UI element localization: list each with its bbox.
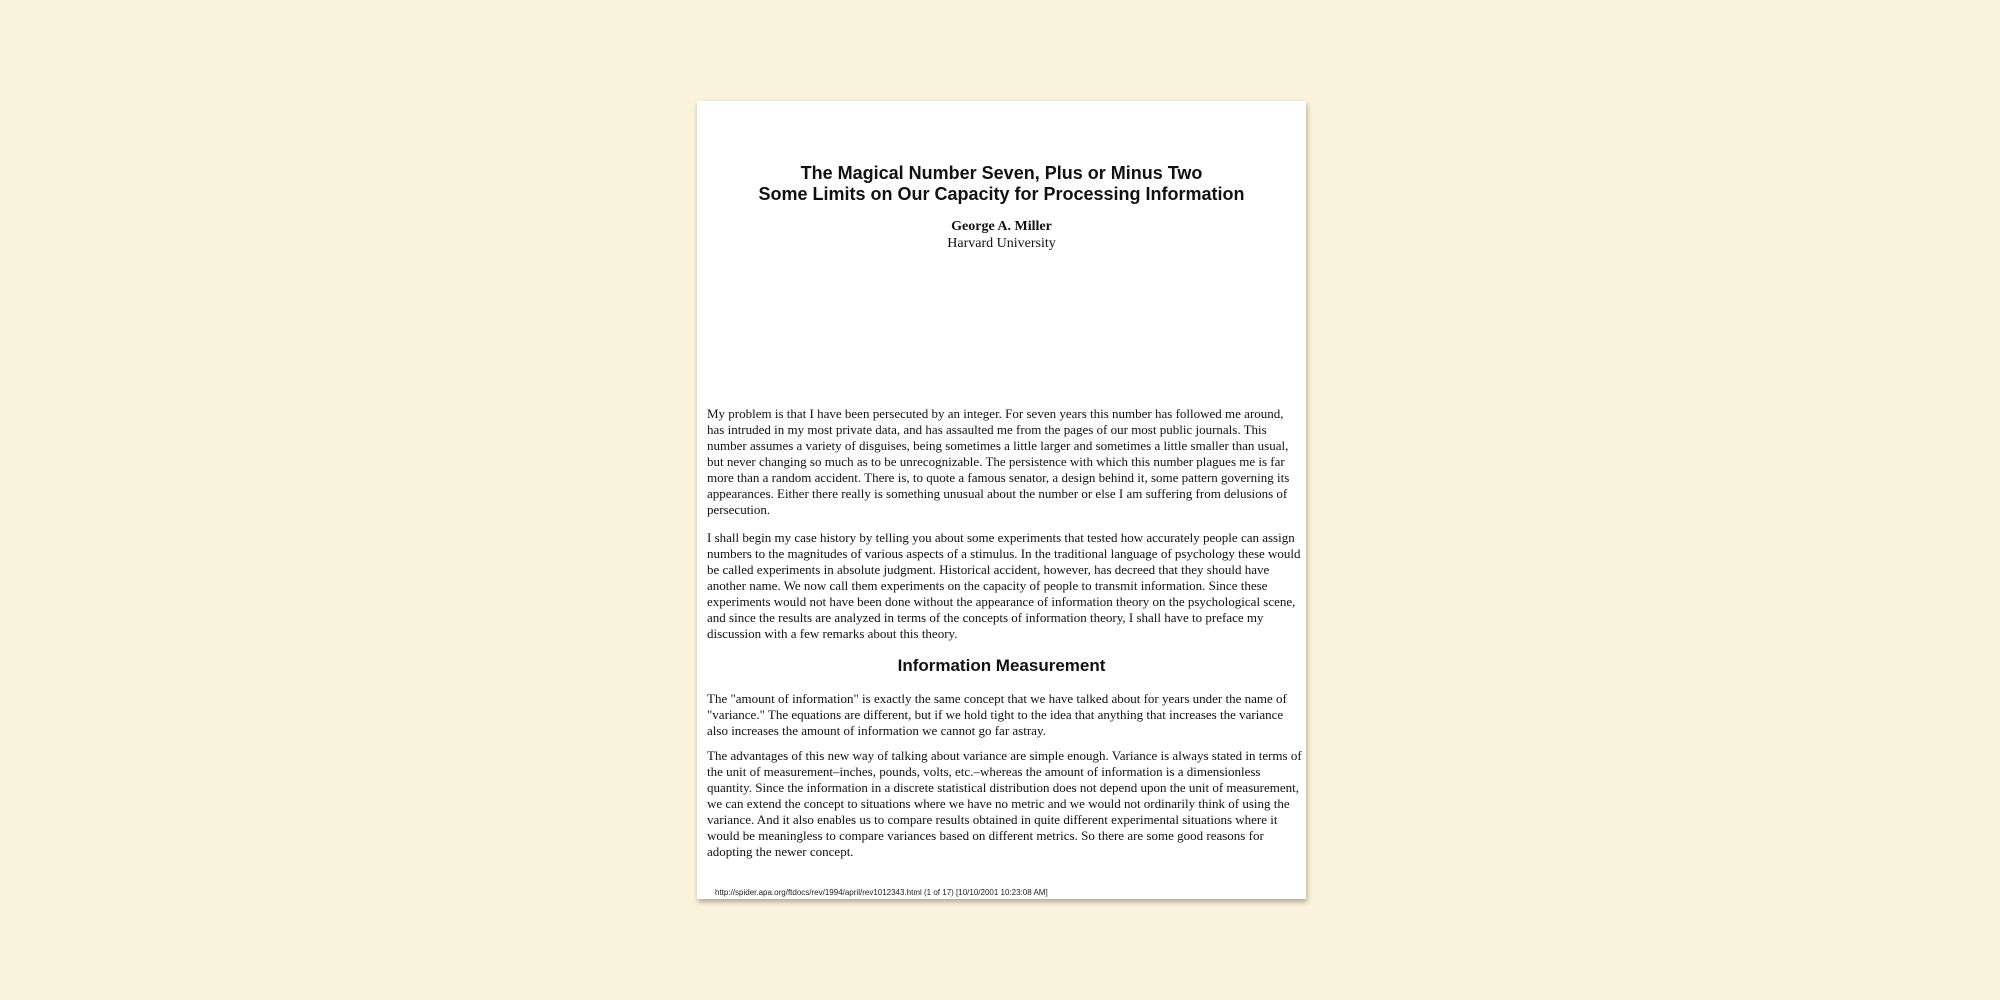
title-line-1: The Magical Number Seven, Plus or Minus Two [800,163,1203,183]
page-footer-url: http://spider.apa.org/ftdocs/rev/1994/april/rev1012343.html (1 of 17) [10/10/2001 10:23:08 AM] [715,888,1048,897]
document-page [697,101,1306,899]
title-line-2: Some Limits on Our Capacity for Processing Information [758,184,1245,204]
body-paragraph-2: I shall begin my case history by telling you about some experiments that tested how accurately people can assign numbers to the magnitudes of various aspects of a stimulus. In the traditional language of psychology these would be called experiments in absolute judgment. Historical accident, however, has decreed that they should have another name. We now call them experiments on the capacity of people to transmit information. Since these experiments would not have been done without the appearance of information theory on the psychological scene, and since the results are analyzed in terms of the concepts of information theory, I shall have to preface my discussion with a few remarks about this theory. [707,530,1301,641]
section-paragraph-2: The advantages of this new way of talking about variance are simple enough. Variance is always stated in terms of the unit of measurement–inches, pounds, volts, etc.–whereas the amount of information is a dimensionless quantity. Since the information in a discrete statistical distribution does not depend upon the unit of measurement, we can extend the concept to situations where we have no metric and we would not ordinarily think of using the variance. And it also enables us to compare results obtained in quite different experimental situations where it would be meaningless to compare variances based on different metrics. So there are some good reasons for adopting the newer concept. [707,748,1302,859]
section-heading: Information Measurement [897,656,1106,675]
author-affiliation: Harvard University [947,236,1056,251]
paper-title [697,163,1306,205]
body-paragraph-1: My problem is that I have been persecuted by an integer. For seven years this number has followed me around, has intruded in my most private data, and has assaulted me from the pages of our most public journals. This number assumes a variety of disguises, being sometimes a little larger and sometimes a little smaller than usual, but never changing so much as to be unrecognizable. The persistence with which this number plagues me is far more than a random accident. There is, to quote a famous senator, a design behind it, some pattern governing its appearances. Either there really is something unusual about the number or else I am suffering from delusions of persecution. [707,406,1290,517]
section-paragraph-1: The "amount of information" is exactly the same concept that we have talked about for years under the name of "variance." The equations are different, but if we hold tight to the idea that anything that increases the variance also increases the amount of information we cannot go far astray. [707,691,1287,738]
author-name: George A. Miller [951,219,1052,234]
